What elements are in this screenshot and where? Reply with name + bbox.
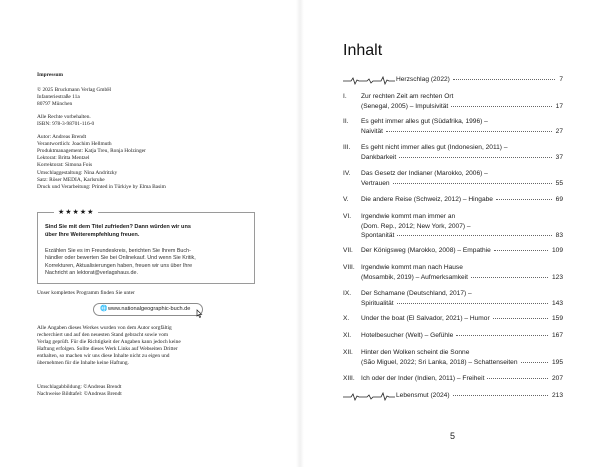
leader-dots — [487, 377, 548, 379]
chapter-title-text: Das Gesetz der Indianer (Marokko, 2006) – — [361, 170, 488, 177]
chapter-number: XI. — [343, 332, 352, 339]
page-ref: 83 — [555, 232, 563, 240]
program-label: Unser komplettes Programm finden Sie unter — [37, 290, 135, 296]
page-ref: 159 — [551, 315, 563, 322]
page-ref: 167 — [551, 332, 563, 339]
chapter-number: II. — [343, 118, 349, 125]
chapter-title — [361, 92, 541, 111]
disclaimer-line: Haftung erfolgen. Sollte dieses Werk Links auf Webseiten Dritter — [37, 346, 178, 353]
chapter-title — [361, 143, 541, 162]
chapter-number: VIII. — [343, 264, 355, 271]
chapter-title — [361, 169, 541, 188]
rights-isbn — [37, 114, 252, 128]
chapter-title-text: Vertrauen — [361, 179, 390, 187]
page-ref: 69 — [555, 196, 563, 203]
imprint-heading: Impressum — [37, 72, 63, 78]
leader-dots — [521, 361, 548, 363]
chapter-title — [361, 246, 541, 256]
feedback-title-line: Sind Sie mit dem Titel zufrieden? Dann würden wir uns — [45, 224, 191, 230]
chapter-title-line — [361, 153, 541, 163]
chapter-title-text: Ich oder der Inder (Indien, 2011) – Freiheit — [361, 375, 485, 382]
toc-entry — [343, 92, 563, 111]
chapter-title-line — [361, 231, 541, 241]
chapter-title-text: Hinter den Wolken scheint die Sonne — [361, 349, 470, 356]
disclaimer-line: Alle Angaben dieses Werkes wurden von dem Autor sorgfältig — [37, 325, 172, 331]
toc-entry — [343, 374, 563, 384]
imprint-line: Alle Rechte vorbehalten. — [37, 114, 91, 121]
chapter-title — [361, 117, 541, 136]
toc-entry — [343, 348, 563, 367]
imprint-line: Verantwortlich: Joachim Hellmuth — [37, 141, 112, 148]
leader-dots — [397, 234, 551, 236]
globe-icon: 🌐 — [100, 306, 108, 312]
chapter-title-line — [361, 195, 541, 205]
chapter-number: XIII. — [343, 375, 355, 382]
disclaimer-line: recherchiert und auf den neuesten Stand gebracht sowie vom — [37, 332, 169, 339]
chapter-title-text: Under the boat (El Salvador, 2021) – Humor — [361, 315, 490, 322]
imprint — [37, 72, 252, 197]
chapter-title-text: Es geht nicht immer alles gut (Indonesien, 2011) – — [361, 144, 508, 151]
chapter-title — [396, 391, 576, 401]
chapter-number: V. — [343, 196, 349, 203]
chapter-title-text: Irgendwie kommt man nach Hause — [361, 264, 463, 271]
toc-entry — [343, 212, 563, 241]
chapter-title — [361, 314, 541, 324]
disclaimer-line: Verlag geprüft. Für die Richtigkeit der Angaben kann jedoch keine — [37, 339, 181, 346]
disclaimer-line: enthalten, so machen wir uns diese Inhalte nicht zu eigen und — [37, 353, 170, 360]
chapter-title-line — [361, 143, 541, 153]
leader-dots — [494, 249, 548, 251]
imprint-line: Autor: Andreas Brendt — [37, 134, 87, 141]
toc-title: Inhalt — [343, 42, 383, 59]
imprint-line: Korrektorat: Simona Fois — [37, 162, 93, 169]
toc-entry — [343, 117, 563, 136]
chapter-title-line — [361, 169, 541, 179]
leader-dots — [397, 302, 548, 304]
chapter-title-line — [361, 263, 541, 273]
imprint-line: Produktmanagement: Katja Treu, Ronja Holzinger — [37, 148, 146, 155]
disclaimer — [37, 325, 257, 367]
leader-dots — [471, 276, 548, 278]
chapter-title-line — [361, 358, 541, 368]
leader-dots — [386, 130, 552, 132]
imprint-line: Umschlaggestaltung: Nina Andritzky — [37, 169, 118, 176]
page-ref: 109 — [551, 247, 563, 254]
chapter-title-text: Spontanität — [361, 232, 395, 240]
toc-entry — [343, 169, 563, 188]
feedback-body — [45, 248, 251, 277]
chapter-number: IV. — [343, 170, 351, 177]
chapter-number: X. — [343, 315, 350, 322]
publisher-address — [37, 87, 252, 108]
leader-dots — [393, 182, 552, 184]
chapter-number: VI. — [343, 213, 352, 220]
chapter-title-line — [361, 374, 541, 384]
chapter-title-text: Zur rechten Zeit am rechten Ort — [361, 93, 454, 100]
chapter-title-line — [361, 314, 541, 324]
chapter-title-line — [361, 102, 541, 112]
page-ref: 123 — [551, 273, 563, 281]
page-ref: 207 — [551, 375, 563, 382]
page-ref: 55 — [555, 179, 563, 187]
toc-entry — [343, 314, 563, 324]
page-ref: 7 — [559, 76, 563, 83]
imprint-line: Infanteriestraße 11a — [37, 94, 80, 101]
leader-dots — [496, 198, 552, 200]
chapter-title-text: Irgendwie kommt man immer an — [361, 213, 456, 220]
chapter-title-text: Hotelbesucher (Welt) – Gefühle — [361, 332, 454, 339]
chapter-title — [361, 374, 541, 384]
chapter-title-line — [361, 179, 541, 189]
chapter-title — [361, 331, 541, 341]
chapter-title-text: Der Königsweg (Marokko, 2008) – Empathie — [361, 247, 491, 254]
credit-line: Umschlagabbildung: ©Andreas Brendt — [37, 384, 122, 390]
chapter-title — [396, 75, 576, 85]
page-ref: 213 — [551, 392, 563, 399]
website-url[interactable]: www.nationalgeographic-buch.de — [108, 306, 191, 312]
imprint-line: Satz: Röser MEDIA, Karlsruhe — [37, 176, 105, 183]
feedback-title — [45, 224, 251, 239]
toc-entry — [343, 143, 563, 162]
toc-entry — [343, 263, 563, 282]
chapter-number: I. — [343, 93, 347, 100]
chapter-title-text: Herzschlag (2022) — [396, 76, 450, 83]
chapter-title-line — [361, 289, 541, 299]
website-link[interactable] — [93, 303, 203, 316]
chapter-number: III. — [343, 144, 351, 151]
credit-line: Nachweise Bildtafel: ©Andreas Brendt — [37, 391, 122, 398]
pointer-cursor-icon — [195, 309, 203, 318]
image-credits — [37, 384, 257, 398]
feedback-body-line: händler oder bewerten Sie bei Onlinekauf. Und wenn Sie Kritik, — [45, 255, 196, 262]
chapter-title — [361, 348, 541, 367]
leader-dots — [456, 334, 548, 336]
chapter-title-line — [361, 273, 541, 283]
imprint-line: Druck und Verarbeitung: Printed in Türkiye by Elma Basim — [37, 183, 166, 190]
leader-dots — [453, 78, 555, 80]
chapter-title-line — [396, 75, 576, 85]
chapter-title-text: Die andere Reise (Schweiz, 2012) – Hingabe — [361, 196, 493, 203]
chapter-title-text: Dankbarkeit — [361, 153, 397, 161]
feedback-body-line: Nachricht an lektorat@verlagshaus.de. — [45, 269, 138, 276]
page-ref: 195 — [551, 358, 563, 366]
chapter-title-text: (Senegal, 2005) – Impulsivität — [361, 102, 449, 110]
chapter-title — [361, 195, 541, 205]
chapter-title — [361, 212, 541, 241]
chapter-title-text: (São Miguel, 2022; Sri Lanka, 2018) – Schattenseiten — [361, 358, 518, 366]
chapter-title-line — [361, 117, 541, 127]
chapter-title-line — [361, 212, 541, 222]
chapter-number: IX. — [343, 290, 352, 297]
chapter-number: VII. — [343, 247, 353, 254]
chapter-title — [361, 289, 541, 308]
chapter-title-text: Spiritualität — [361, 299, 394, 307]
chapter-title-line — [361, 331, 541, 341]
chapter-title-line — [361, 299, 541, 309]
feedback-box — [37, 209, 255, 284]
chapter-title-line — [361, 348, 541, 358]
chapter-title-line — [361, 92, 541, 102]
toc-entry — [343, 246, 563, 256]
page-ref: 27 — [555, 127, 563, 135]
chapter-title-text: Naivität — [361, 127, 383, 135]
toc-entry — [343, 391, 563, 401]
chapter-title-line — [396, 391, 576, 401]
leader-dots — [399, 156, 551, 158]
feedback-title-line: über Ihre Weiterempfehlung freuen. — [45, 231, 140, 238]
feedback-body-line: Erzählen Sie es im Freundeskreis, berichten Sie Ihrem Buch- — [45, 248, 191, 254]
chapter-title-line — [361, 222, 541, 232]
leader-dots — [493, 317, 548, 319]
page-ref: 143 — [551, 299, 563, 307]
chapter-title-line — [361, 127, 541, 137]
feedback-body-line: Korrekturen, Aktualisierungen haben, freuen wir uns über Ihre — [45, 262, 193, 269]
chapter-title-text: Es geht immer alles gut (Südafrika, 1996) – — [361, 118, 488, 125]
leader-dots — [451, 105, 551, 107]
rating-stars: ★★★★★ — [54, 208, 98, 217]
chapter-title-text: (Dom. Rep., 2012; New York, 2007) – — [361, 222, 471, 230]
toc-entry — [343, 289, 563, 308]
chapter-title — [361, 263, 541, 282]
chapter-title-line — [361, 246, 541, 256]
chapter-title-text: (Mosambik, 2019) – Aufmerksamkeit — [361, 273, 469, 281]
chapter-number: XII. — [343, 349, 353, 356]
leader-dots — [453, 394, 548, 396]
page-number: 5 — [450, 431, 456, 441]
toc-entry — [343, 195, 563, 205]
disclaimer-line: übernehmen für die Inhalte keine Haftung. — [37, 360, 129, 367]
imprint-line: ISBN: 978-3-98701-116-0 — [37, 121, 95, 128]
page-ref: 37 — [555, 153, 563, 161]
chapter-title-text: Lebensmut (2024) — [396, 392, 450, 399]
page-ref: 17 — [555, 102, 563, 110]
toc-entry — [343, 75, 563, 85]
imprint-line: © 2025 Bruckmann Verlag GmbH — [37, 87, 112, 94]
chapter-title-text: Der Schamane (Deutschland, 2017) – — [361, 290, 472, 297]
imprint-line: 80797 München — [37, 101, 73, 108]
toc-entry — [343, 331, 563, 341]
imprint-line: Lektorat: Britta Mentzel — [37, 155, 90, 162]
staff-credits — [37, 134, 252, 190]
